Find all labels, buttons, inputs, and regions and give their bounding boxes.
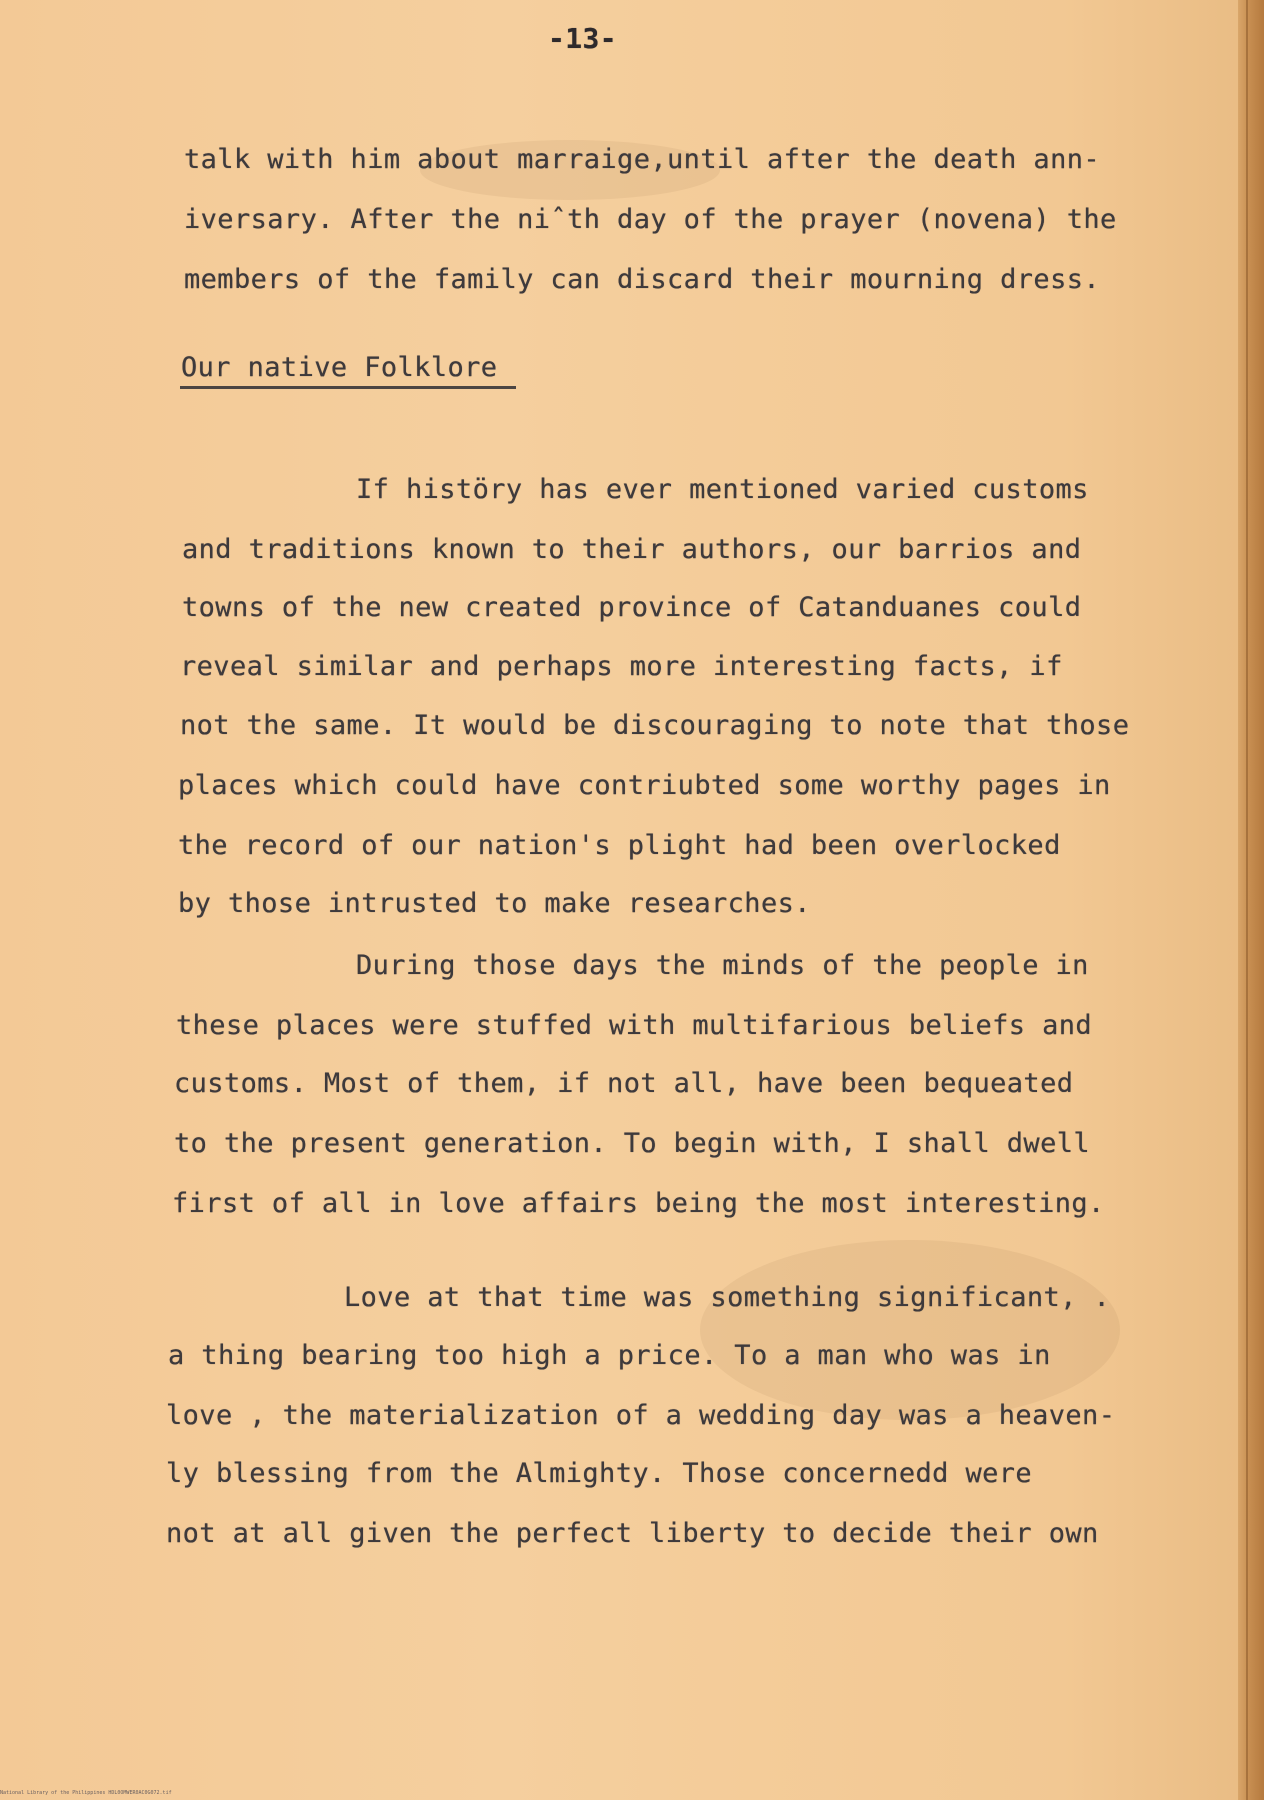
page-edge-line <box>1246 0 1248 1800</box>
text-line: members of the family can discard their mourning dress. <box>184 264 1101 295</box>
paper-stain <box>700 1240 1120 1420</box>
text-line: During those days the minds of the people in <box>356 950 1089 981</box>
text-line: iversary. After the niˆth day of the prayer (novena) the <box>184 204 1117 235</box>
text-line: ly blessing from the Almighty. Those concernedd were <box>166 1458 1033 1489</box>
text-line: not at all given the perfect liberty to decide their own <box>166 1518 1099 1549</box>
text-line: places which could have contriubted some worthy pages in <box>178 770 1111 801</box>
text-line: by those intrusted to make researches. <box>178 888 811 919</box>
scan-footer: National Library of the Philippines HDL0OMWER0AC0G072.tif <box>0 1790 172 1796</box>
page-binding-edge <box>1238 0 1264 1800</box>
heading-underline <box>180 386 516 389</box>
text-line: to the present generation. To begin with, I shall dwell <box>174 1128 1091 1159</box>
section-heading: Our native Folklore <box>181 352 498 383</box>
text-line: the record of our nation's plight had been overlocked <box>178 830 1061 861</box>
text-line: a thing bearing too high a price. To a man who was in <box>168 1340 1051 1371</box>
text-line: customs. Most of them, if not all, have been bequeated <box>174 1068 1074 1099</box>
text-line: and traditions known to their authors, our barrios and <box>182 534 1082 565</box>
text-line: these places were stuffed with multifarious beliefs and <box>176 1010 1093 1041</box>
text-line: talk with him about marraige,until after the death ann- <box>184 144 1101 175</box>
text-line: not the same. It would be discouraging to note that those <box>180 710 1130 741</box>
text-line: first of all in love affairs being the most interesting. <box>172 1188 1105 1219</box>
text-line: If histöry has ever mentioned varied customs <box>356 474 1089 505</box>
text-line: towns of the new created province of Catanduanes could <box>182 592 1082 623</box>
page-number: -13- <box>548 22 618 55</box>
text-line: love , the materialization of a wedding day was a heaven- <box>166 1400 1116 1431</box>
text-line: Love at that time was something significant, . <box>344 1282 1111 1313</box>
text-line: reveal similar and perhaps more interesting facts, if <box>180 651 1063 682</box>
